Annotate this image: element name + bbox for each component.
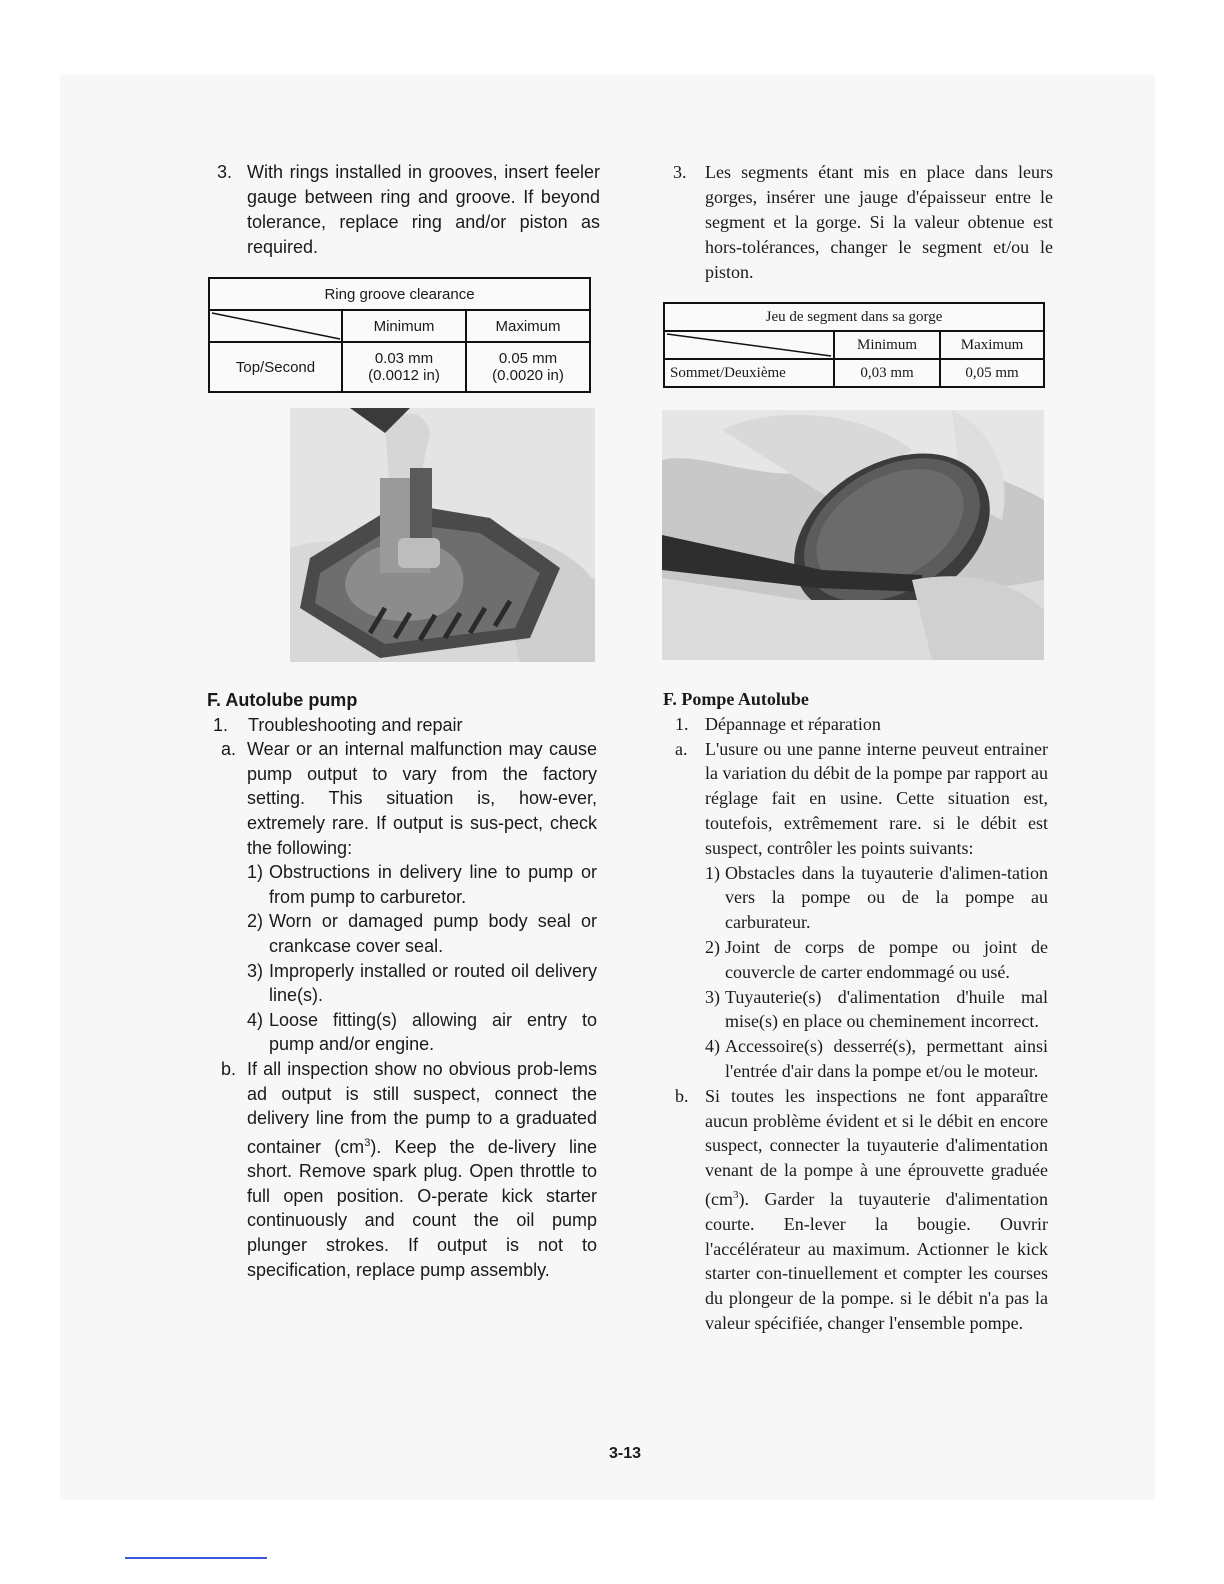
right-step-3-number: 3.: [673, 162, 687, 182]
para-b-superscript: 3: [364, 1136, 371, 1149]
sub-item-3-text-fr: Tuyauterie(s) d'alimentation d'huile mal mise(s) en place ou cheminement incorrect.: [725, 986, 1048, 1032]
para-a: [207, 737, 597, 860]
right-step-3-text: Les segments étant mis en place dans leurs gorges, insérer une jauge d'épaisseur entre le segment et la gorge. Si la valeur obtenue est hors-tolérances, changer le segment et/ou le piston.: [705, 162, 1053, 282]
sub-item-2: [207, 909, 597, 958]
cell-maximum-in: (0.0020 in): [492, 367, 564, 384]
item-1: [207, 713, 597, 738]
sub-item-1: [207, 860, 597, 909]
table-corner-cell: [209, 310, 342, 342]
sub-item-3-number-fr: 3): [705, 986, 720, 1007]
item-1-number: 1.: [213, 714, 229, 735]
piston-feeler-gauge-photo: [662, 410, 1044, 660]
sub-item-1-number-fr: 1): [705, 862, 720, 883]
row-label-top-second: Top/Second: [209, 342, 342, 392]
para-b: [207, 1057, 597, 1282]
para-b-letter: b.: [221, 1058, 237, 1079]
left-step-3: [210, 160, 600, 260]
left-step-3-number: 3.: [217, 162, 233, 182]
sub-item-1-text-fr: Obstacles dans la tuyauterie d'alimen-tation vers la pompe ou de la pompe au carburateur.: [725, 862, 1048, 933]
cell-maximum: [466, 342, 590, 392]
para-a-fr: [663, 737, 1048, 861]
sub-item-4-fr: [663, 1034, 1048, 1084]
cell-minimum-mm: 0.03 mm: [374, 350, 434, 367]
item-1-text-fr: Dépannage et réparation: [705, 713, 881, 734]
ring-groove-clearance-table: [208, 277, 591, 393]
table-title: Ring groove clearance: [209, 278, 590, 310]
cell-maximum-mm: 0.05 mm: [498, 350, 558, 367]
sub-item-2-number: 2): [247, 911, 264, 932]
row-label-sommet-deuxieme: Sommet/Deuxième: [664, 359, 834, 387]
item-1-number-fr: 1.: [675, 713, 689, 734]
column-header-minimum-fr: Minimum: [834, 331, 940, 359]
para-b-text-2: ). Keep the de-livery line short. Remove spark plug. Open throttle to full open position. O-perate kick starter continuously and count the oil pump plunger strokes. If output is not to specification, replace pump assembly.: [247, 1136, 597, 1280]
cell-minimum-in: (0.0012 in): [368, 367, 440, 384]
footer-link-underline: [125, 1557, 267, 1559]
sub-item-3-fr: [663, 985, 1048, 1035]
para-b-text-1-fr: Si toutes les inspections ne font apparaître aucun problème évident et si le débit en encore suspect, connecter la tuyauterie d'alimentation venant de la pompe à une éprouvette graduée (cm: [705, 1085, 1048, 1209]
sub-item-4-number: 4): [247, 1009, 264, 1030]
page-number: 3-13: [608, 1445, 642, 1462]
table-corner-cell-fr: [664, 331, 834, 359]
table-title-fr: Jeu de segment dans sa gorge: [664, 303, 1044, 331]
cell-maximum-fr: 0,05 mm: [940, 359, 1044, 387]
para-b-fr: [663, 1084, 1048, 1336]
diagonal-line-fr: [665, 332, 833, 358]
column-header-maximum-fr: Maximum: [940, 331, 1044, 359]
item-1-text: Troubleshooting and repair: [248, 714, 463, 735]
right-column: [663, 160, 1053, 285]
sub-item-2-fr: [663, 935, 1048, 985]
para-a-letter-fr: a.: [675, 738, 688, 759]
item-1-fr: [663, 712, 1048, 737]
sub-item-2-number-fr: 2): [705, 936, 720, 957]
sub-item-2-text: Worn or damaged pump body seal or crankcase cover seal.: [269, 911, 597, 956]
left-section-autolube-pump: [207, 688, 597, 1282]
left-step-3-text: With rings installed in grooves, insert feeler gauge between ring and groove. If beyond tolerance, replace ring and/or piston as required.: [247, 162, 600, 257]
left-column: [210, 160, 600, 260]
cylinder-head-feeler-gauge-photo: [290, 408, 595, 662]
para-a-text: Wear or an internal malfunction may cause pump output to vary from the factory setting. This situation is, how-ever, extremely rare. If output is sus-pect, check the following:: [247, 739, 597, 858]
sub-item-4-text: Loose fitting(s) allowing air entry to pump and/or engine.: [269, 1009, 597, 1055]
sub-item-3-number: 3): [247, 960, 264, 981]
para-b-superscript-fr: 3: [732, 1188, 739, 1201]
jeu-de-segment-table: [663, 302, 1045, 388]
sub-item-3-text: Improperly installed or routed oil delivery line(s).: [269, 960, 597, 1006]
right-section-pompe-autolube: [663, 687, 1048, 1336]
para-a-text-fr: L'usure ou une panne interne peuveut entrainer la variation du débit de la pompe par rapport au réglage fait en usine. Cette situation est, toutefois, extrêmement rare. si le débit est suspect, contrôler les points suivants:: [705, 738, 1048, 858]
sub-item-4: [207, 1008, 597, 1057]
para-b-text-2-fr: ). Garder la tuyauterie d'alimentation courte. En-lever la bougie. Ouvrir l'accélérateur au maximum. Actionner le kick starter con-tinuellement et compter les courses du plongeur de la pompe. si le débit n'a pas la valeur spécifiée, changer l'ensemble pompe.: [705, 1188, 1048, 1333]
cell-minimum-fr: 0,03 mm: [834, 359, 940, 387]
right-step-3: [663, 160, 1053, 285]
sub-item-1-number: 1): [247, 862, 264, 883]
sub-item-2-text-fr: Joint de corps de pompe ou joint de couvercle de carter endommagé ou usé.: [725, 936, 1048, 982]
para-b-text-1: If all inspection show no obvious prob-lems ad output is still suspect, connect the delivery line from the pump to a graduated container (cm: [247, 1058, 597, 1157]
diagonal-line: [210, 311, 341, 341]
sub-item-1-fr: [663, 861, 1048, 935]
para-b-letter-fr: b.: [675, 1085, 689, 1106]
photo-illustration-fr: [662, 410, 1044, 660]
section-title-fr: F. Pompe Autolube: [663, 689, 809, 709]
para-a-letter: a.: [221, 739, 237, 760]
sub-item-3: [207, 959, 597, 1008]
column-header-maximum: Maximum: [466, 310, 590, 342]
section-title: F. Autolube pump: [207, 690, 358, 710]
sub-item-1-text: Obstructions in delivery line to pump or from pump to carburetor.: [269, 862, 597, 907]
photo-illustration: [290, 408, 595, 662]
column-header-minimum: Minimum: [342, 310, 466, 342]
sub-item-4-text-fr: Accessoire(s) desserré(s), permettant ainsi l'entrée d'air dans la pompe et/ou le moteur.: [725, 1036, 1048, 1081]
cell-minimum: [342, 342, 466, 392]
sub-item-4-number-fr: 4): [705, 1036, 720, 1057]
